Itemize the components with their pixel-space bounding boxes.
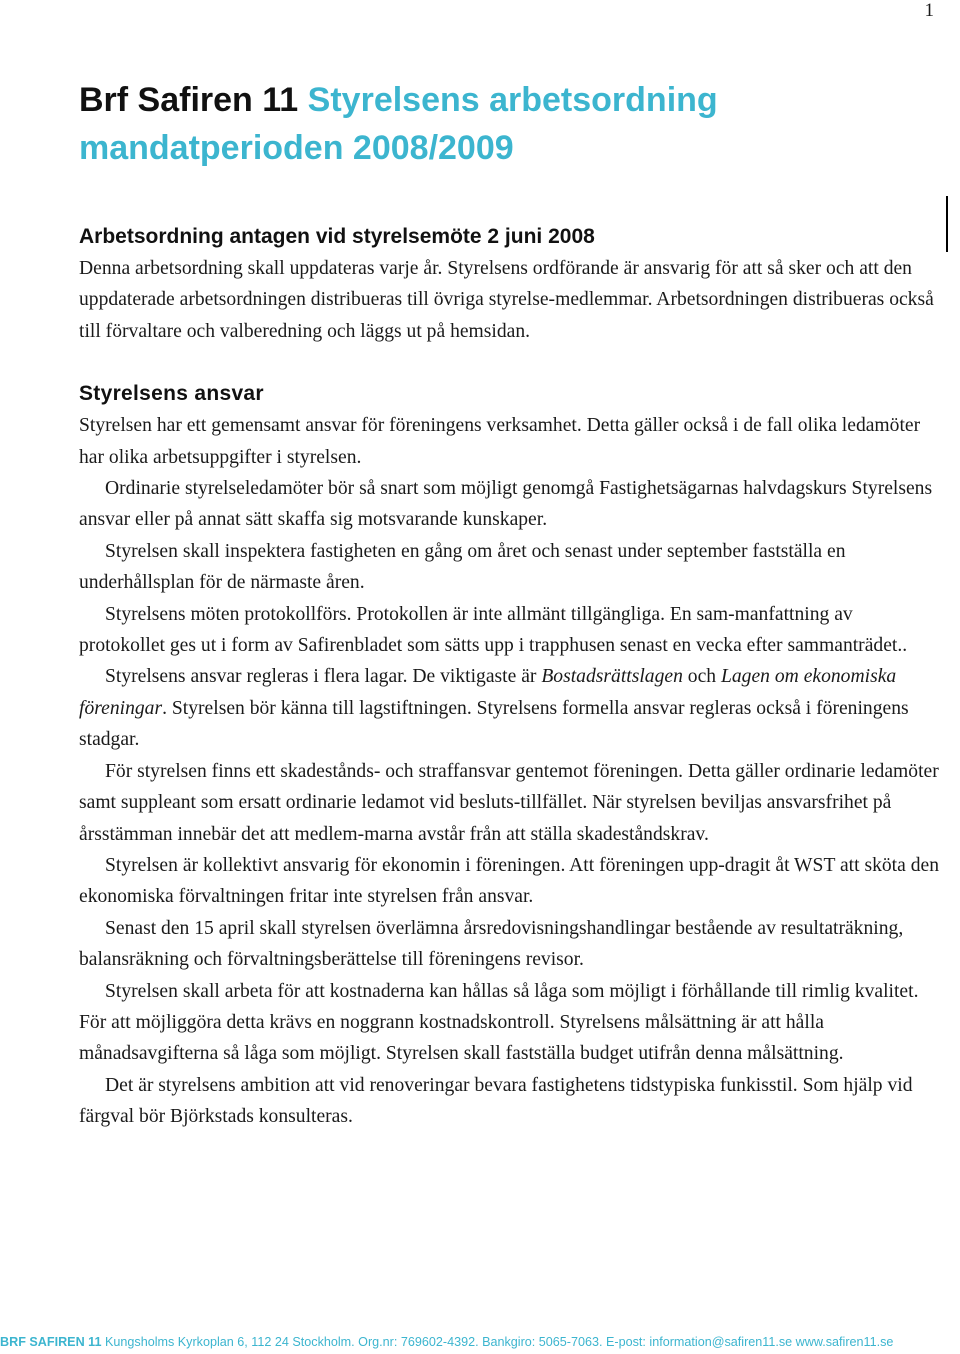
revision-bar bbox=[946, 196, 948, 252]
paragraph-5-part-c: . Styrelsen bör känna till lagstiftningen. Styrelsens formella ansvar regleras också i föreningens stadgar. bbox=[79, 697, 909, 751]
paragraph-8: Senast den 15 april skall styrelsen överlämna årsredovisningshandlingar bestående av resultaträkning, balansräkning och förvaltningsberättelse till föreningens revisor. bbox=[79, 917, 904, 971]
paragraph-9: Styrelsen skall arbeta för att kostnaderna kan hållas så låga som möjligt i förhållande till rimlig kvalitet. För att möjliggöra detta krävs en noggrann kostnadskontroll. Styrelsens målsättning är att hålla månadsavgifterna så låga som möjligt. Styrelsen skall fastställa budget utifrån denna målsättning. bbox=[79, 980, 919, 1065]
law-title-bostadsrattslagen: Bostadsrättslagen bbox=[541, 666, 683, 688]
paragraph-3: Styrelsen skall inspektera fastigheten en gång om året och senast under september fastställa en underhållsplan för de närmaste åren. bbox=[79, 540, 846, 594]
document-body bbox=[79, 221, 939, 1133]
paragraph-5-part-a: Styrelsens ansvar regleras i flera lagar. De viktigaste är bbox=[105, 666, 542, 688]
paragraph-5 bbox=[79, 661, 939, 755]
paragraph-7: Styrelsen är kollektivt ansvarig för ekonomin i föreningen. Att föreningen upp-dragit åt WST att sköta den ekonomiska förvaltningen fritar inte styrelsen från ansvar. bbox=[79, 854, 939, 908]
law-title-ekonomiska-foreningar: Lagen om ekonomiska föreningar bbox=[79, 666, 897, 719]
document-title bbox=[79, 76, 919, 172]
intro-paragraph: Denna arbetsordning skall uppdateras varje år. Styrelsens ordförande är ansvarig för att så sker och att den uppdaterade arbetsordningen distribueras till övriga styrelse-medlemmar. Arbetsordningen distribueras också till förvaltare och valberedning och läggs ut på hemsidan. bbox=[79, 258, 934, 342]
section-heading-responsibility: Styrelsens ansvar bbox=[79, 382, 264, 406]
paragraph-10: Det är styrelsens ambition att vid renoveringar bevara fastighetens tidstypiska funkisstil. Som hjälp vid färgval bör Björkstads konsulteras. bbox=[79, 1074, 913, 1128]
title-association-name: Brf Safiren 11 bbox=[79, 81, 299, 119]
footer-brand: BRF SAFIREN 11 bbox=[0, 1335, 102, 1349]
adoption-heading: Arbetsordning antagen vid styrelsemöte 2 juni 2008 bbox=[79, 225, 595, 248]
paragraph-1: Styrelsen har ett gemensamt ansvar för föreningens verksamhet. Detta gäller också i de fall olika ledamöter har olika arbetsuppgifter i styrelsen. bbox=[79, 415, 921, 468]
paragraph-2: Ordinarie styrelseledamöter bör så snart som möjligt genomgå Fastighetsägarnas halvdagskurs Styrelsens ansvar eller på annat sätt skaffa sig motsvarande kunskaper. bbox=[79, 478, 933, 531]
title-document-name: Styrelsens arbetsordning mandatperioden 2008/2009 bbox=[79, 81, 718, 167]
paragraph-4: Styrelsens möten protokollförs. Protokollen är inte allmänt tillgängliga. En sam-manfattning av protokollet ges ut i form av Safirenbladet som sätts upp i trapphusen senast en vecka efter sammanträdet.. bbox=[79, 603, 908, 657]
page-footer bbox=[0, 1335, 960, 1349]
page-number: 1 bbox=[924, 0, 934, 21]
paragraph-5-part-b: och bbox=[682, 666, 721, 688]
footer-contact-details: Kungsholms Kyrkoplan 6, 112 24 Stockholm. Org.nr: 769602-4392. Bankgiro: 5065-7063. E-post: information@safiren11.se www.safiren11.se bbox=[101, 1335, 894, 1349]
paragraph-6: För styrelsen finns ett skadestånds- och straffansvar gentemot föreningen. Detta gäller ordinarie ledamöter samt suppleant som ersatt ordinarie ledamot vid besluts-tillfället. När styrelsen beviljas ansvarsfrihet på årsstämman innebär det att medlem-marna avstår från att ställa skadeståndskrav. bbox=[79, 760, 939, 845]
